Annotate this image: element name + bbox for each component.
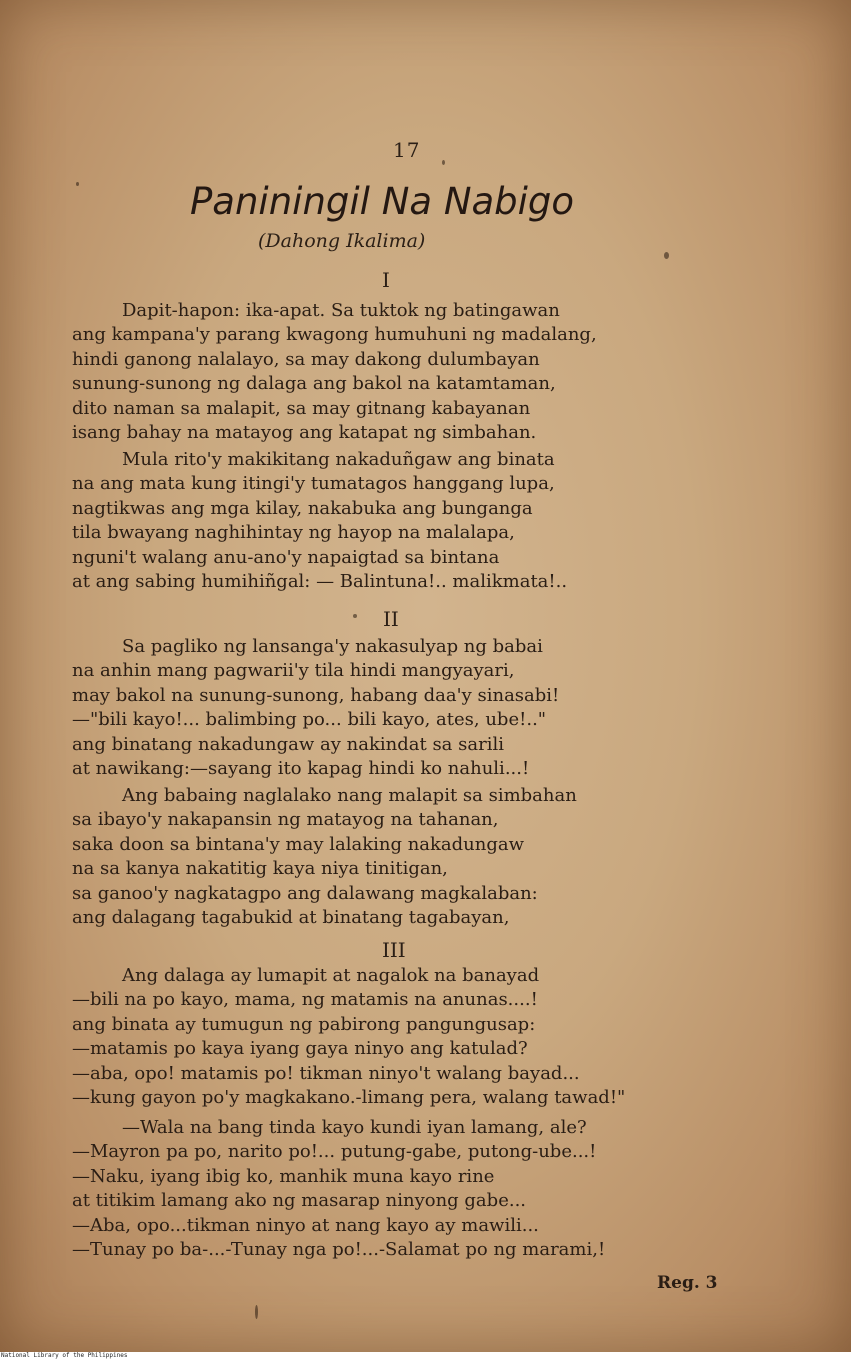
verse-line: nagtikwas ang mga kilay, nakabuka ang bunganga bbox=[72, 497, 533, 519]
verse-line: —aba, opo! matamis po! tikman ninyo't walang bayad... bbox=[72, 1062, 580, 1084]
scan-speck bbox=[442, 160, 445, 165]
stanza-1-1 bbox=[72, 299, 792, 445]
verse-line: Mula rito'y makikitang nakaduñgaw ang binata bbox=[122, 449, 555, 470]
verse-line: at ang sabing humihiñgal: — Balintuna!.. malikmata!.. bbox=[72, 570, 568, 592]
verse-line: hindi ganong nalalayo, sa may dakong dulumbayan bbox=[72, 348, 540, 370]
signature-mark: Reg. 3 bbox=[657, 1273, 718, 1293]
verse-line: —kung gayon po'y magkakano.-limang pera, walang tawad!" bbox=[72, 1086, 626, 1108]
verse-line: —bili na po kayo, mama, ng matamis na anunas....! bbox=[72, 989, 538, 1011]
stanza-2-2 bbox=[72, 784, 792, 930]
scan-speck bbox=[664, 252, 669, 259]
verse-line: —matamis po kaya iyang gaya ninyo ang katulad? bbox=[72, 1038, 528, 1060]
stanza-3-1 bbox=[72, 964, 792, 1110]
stanza-2-1 bbox=[72, 635, 792, 781]
verse-line: sunung-sunong ng dalaga ang bakol na katamtaman, bbox=[72, 373, 556, 395]
verse-line: sa ganoo'y nagkatagpo ang dalawang magkalaban: bbox=[72, 882, 538, 904]
verse-line: —Naku, iyang ibig ko, manhik muna kayo rine bbox=[72, 1165, 495, 1187]
section-numeral-3: III bbox=[382, 938, 406, 962]
verse-line: ang kampana'y parang kwagong humuhuni ng madalang, bbox=[72, 324, 597, 346]
scan-speck bbox=[353, 614, 357, 618]
verse-line: nguni't walang anu-ano'y napaigtad sa bintana bbox=[72, 546, 500, 568]
verse-line: at titikim lamang ako ng masarap ninyong gabe... bbox=[72, 1190, 527, 1212]
verse-line: —Tunay po ba-...-Tunay nga po!...-Salamat po ng marami,! bbox=[72, 1238, 606, 1260]
verse-line: —Wala na bang tinda kayo kundi iyan lamang, ale? bbox=[122, 1117, 587, 1138]
section-numeral-1: I bbox=[382, 268, 390, 292]
verse-line: —Mayron pa po, narito po!... putung-gabe, putong-ube...! bbox=[72, 1141, 597, 1163]
verse-line: at nawikang:—sayang ito kapag hindi ko nahuli...! bbox=[72, 757, 530, 779]
verse-line: Sa pagliko ng lansanga'y nakasulyap ng babai bbox=[122, 636, 543, 657]
verse-line: sa ibayo'y nakapansin ng matayog na tahanan, bbox=[72, 809, 499, 831]
verse-line: —"bili kayo!... balimbing po... bili kayo, ates, ube!.." bbox=[72, 709, 547, 731]
verse-line: dito naman sa malapit, sa may gitnang kabayanan bbox=[72, 397, 531, 419]
verse-line: Ang babaing naglalako nang malapit sa simbahan bbox=[122, 785, 577, 806]
verse-line: may bakol na sunung-sunong, habang daa'y sinasabi! bbox=[72, 684, 560, 706]
verse-line: ang binatang nakadungaw ay nakindat sa sarili bbox=[72, 733, 504, 755]
library-credit: National Library of the Philippines bbox=[1, 1352, 128, 1359]
poem-title: Paniningil Na Nabigo bbox=[190, 180, 575, 223]
verse-line: na sa kanya nakatitig kaya niya tinitigan, bbox=[72, 858, 448, 880]
stanza-3-2 bbox=[72, 1116, 792, 1262]
verse-line: tila bwayang naghihintay ng hayop na malalapa, bbox=[72, 522, 515, 544]
verse-line: Ang dalaga ay lumapit at nagalok na banayad bbox=[122, 965, 540, 986]
scan-speck bbox=[255, 1305, 258, 1319]
verse-line: —Aba, opo...tikman ninyo at nang kayo ay mawili... bbox=[72, 1214, 539, 1236]
verse-line: ang binata ay tumugun ng pabirong pangungusap: bbox=[72, 1013, 536, 1035]
stanza-1-2 bbox=[72, 448, 792, 594]
verse-line: na anhin mang pagwarii'y tila hindi mangyayari, bbox=[72, 660, 515, 682]
verse-line: saka doon sa bintana'y may lalaking nakadungaw bbox=[72, 833, 525, 855]
verse-line: isang bahay na matayog ang katapat ng simbahan. bbox=[72, 421, 537, 443]
section-numeral-2: II bbox=[383, 607, 399, 631]
verse-line: ang dalagang tagabukid at binatang tagabayan, bbox=[72, 906, 510, 928]
poem-subtitle: (Dahong Ikalima) bbox=[258, 230, 426, 252]
verse-line: Dapit-hapon: ika-apat. Sa tuktok ng batingawan bbox=[122, 300, 560, 321]
page-number: 17 bbox=[393, 138, 421, 162]
scan-speck bbox=[76, 182, 79, 186]
verse-line: na ang mata kung itingi'y tumatagos hanggang lupa, bbox=[72, 473, 555, 495]
